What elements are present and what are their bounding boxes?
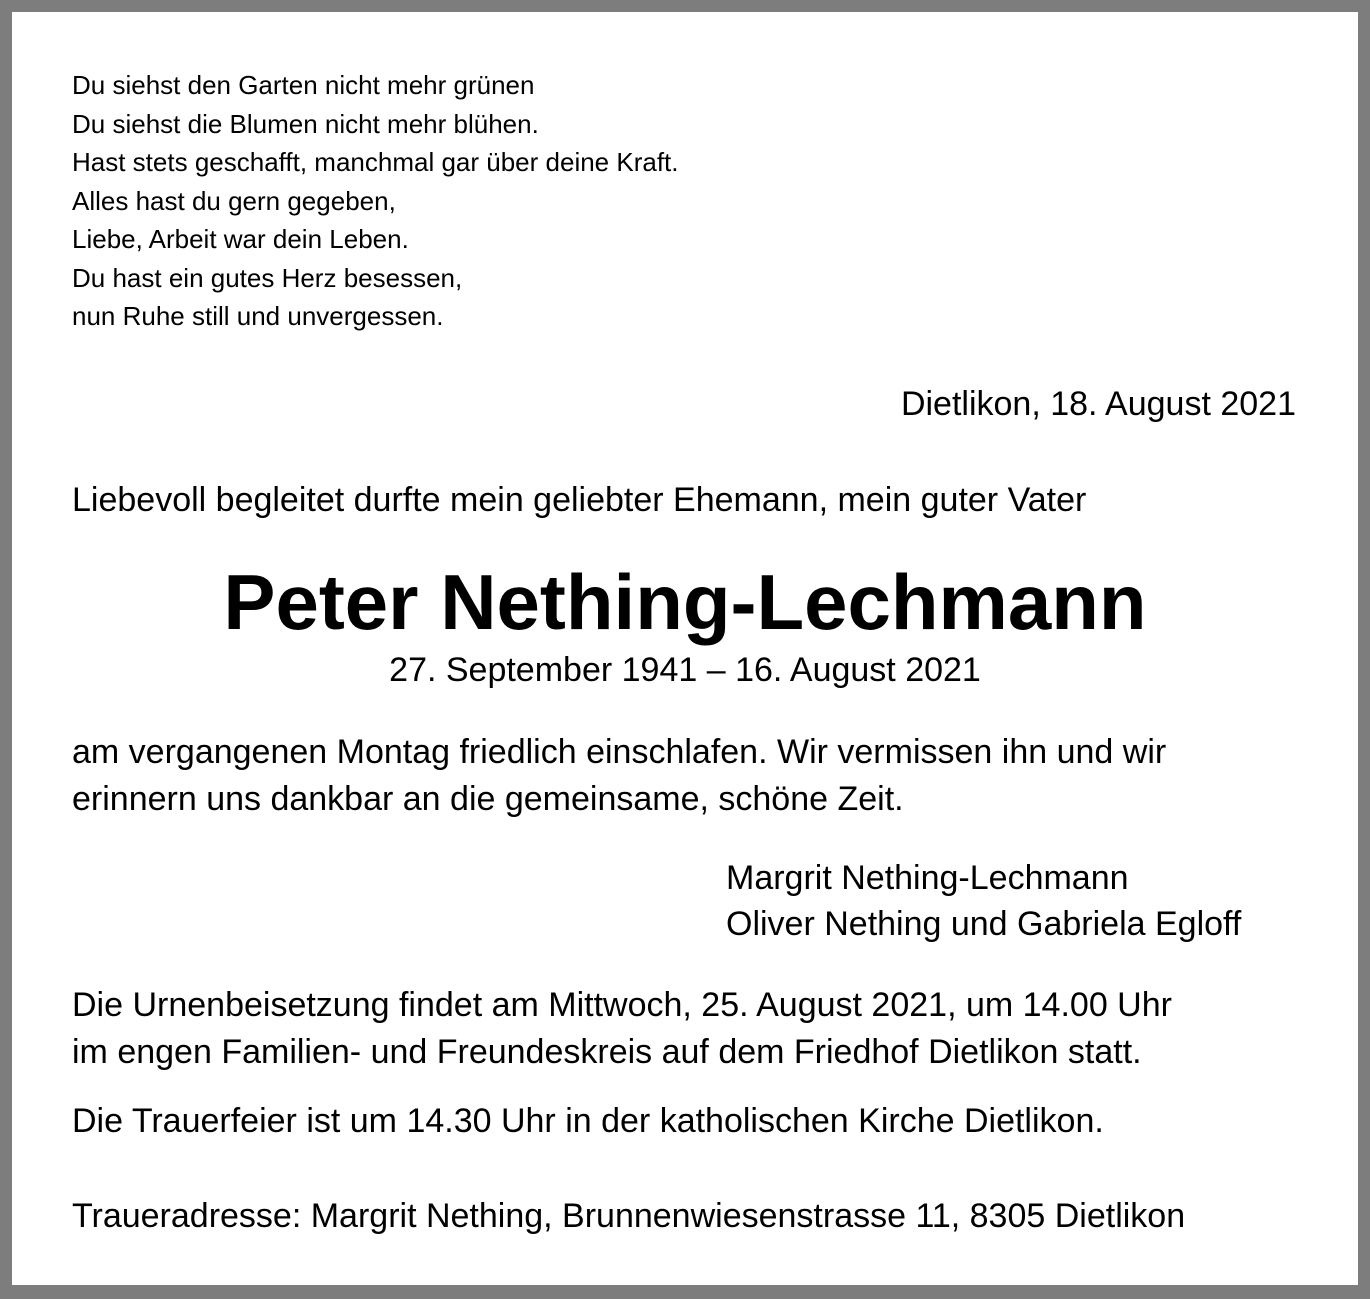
burial-info [72,982,1172,1076]
poem-line: Alles hast du gern gegeben, [72,185,396,216]
poem-line: Du siehst den Garten nicht mehr grünen [72,70,535,100]
mourning-address: Traueradresse: Margrit Nething, Brunnenwiesenstrasse 11, 8305 Dietlikon [72,1197,1186,1235]
deceased-name: Peter Nething-Lechmann [223,558,1147,646]
ceremony-info: Die Trauerfeier ist um 14.30 Uhr in der katholischen Kirche Dietlikon. [72,1102,1104,1140]
poem-line: Du hast ein gutes Herz besessen, [72,262,463,293]
intro-text: Liebevoll begleitet durfte mein geliebter Ehemann, mein guter Vater [72,481,1087,519]
poem-line: Du siehst die Blumen nicht mehr blühen. [72,108,539,139]
place-date: Dietlikon, 18. August 2021 [900,385,1296,423]
poem [72,66,679,336]
obituary-notice [12,12,1358,1285]
signatory: Oliver Nething und Gabriela Egloff [726,905,1242,943]
burial-line: im engen Familien- und Freundeskreis auf dem Friedhof Dietlikon statt. [72,1033,1142,1071]
message-line: erinnern uns dankbar an die gemeinsame, schöne Zeit. [72,780,904,818]
poem-line: Liebe, Arbeit war dein Leben. [72,224,409,254]
signatory: Margrit Nething-Lechmann [726,859,1129,897]
burial-line: Die Urnenbeisetzung findet am Mittwoch, 25. August 2021, um 14.00 Uhr [72,986,1172,1024]
message-text [72,729,1166,823]
message-line: am vergangenen Montag friedlich einschlafen. Wir vermissen ihn und wir [72,733,1167,771]
life-dates: 27. September 1941 – 16. August 2021 [389,651,981,689]
poem-line: Hast stets geschafft, manchmal gar über deine Kraft. [72,147,679,177]
poem-line: nun Ruhe still und unvergessen. [72,301,444,331]
signatories [726,855,1241,947]
